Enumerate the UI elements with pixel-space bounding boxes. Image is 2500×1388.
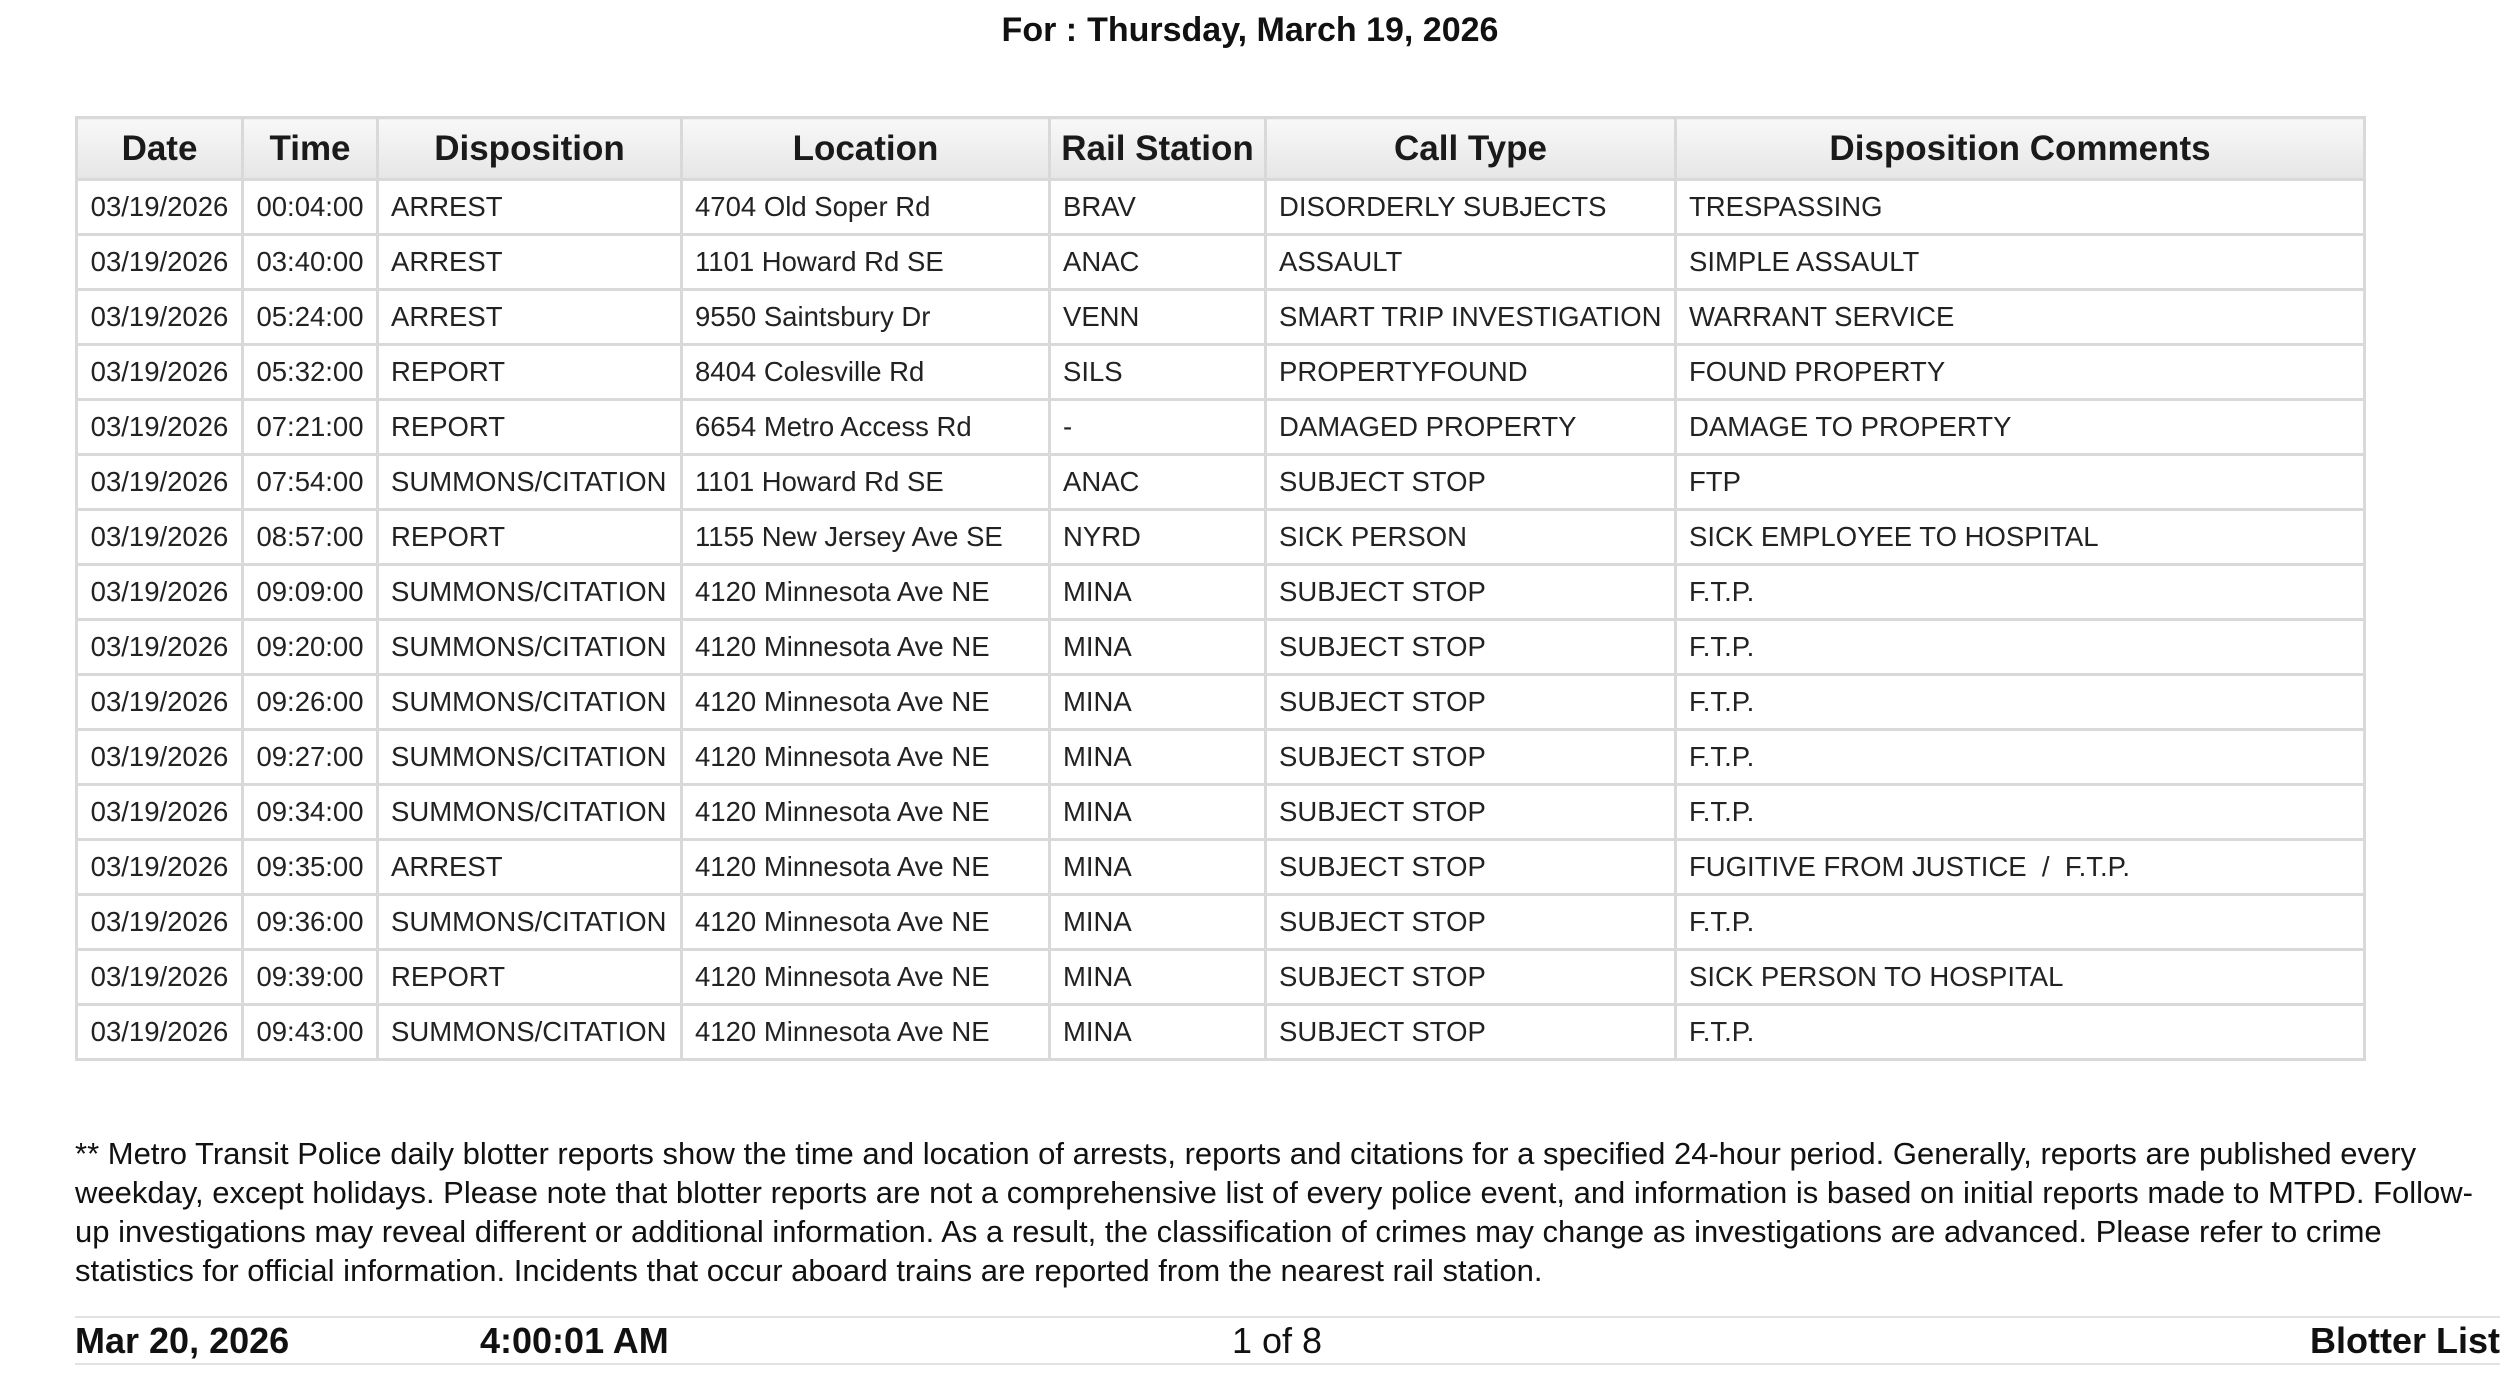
cell-location: 4120 Minnesota Ave NE xyxy=(682,895,1050,950)
cell-disposition-comments: SICK PERSON TO HOSPITAL xyxy=(1676,950,2365,1005)
cell-call-type: SUBJECT STOP xyxy=(1266,620,1676,675)
cell-disposition: SUMMONS/CITATION xyxy=(378,730,682,785)
cell-rail-station: MINA xyxy=(1050,620,1266,675)
cell-time: 07:54:00 xyxy=(243,455,378,510)
cell-call-type: SUBJECT STOP xyxy=(1266,730,1676,785)
cell-time: 05:24:00 xyxy=(243,290,378,345)
cell-disposition-comments: SIMPLE ASSAULT xyxy=(1676,235,2365,290)
cell-rail-station: MINA xyxy=(1050,1005,1266,1060)
cell-location: 4120 Minnesota Ave NE xyxy=(682,565,1050,620)
report-header-prefix: For : xyxy=(1001,11,1078,49)
table-row xyxy=(77,950,2365,1005)
report-title: Blotter List xyxy=(2309,1320,2500,1361)
cell-location: 8404 Colesville Rd xyxy=(682,345,1050,400)
cell-date: 03/19/2026 xyxy=(77,400,243,455)
table-row xyxy=(77,510,2365,565)
cell-disposition: ARREST xyxy=(378,290,682,345)
cell-disposition-comments: F.T.P. xyxy=(1676,730,2365,785)
cell-location: 4120 Minnesota Ave NE xyxy=(682,950,1050,1005)
cell-location: 1101 Howard Rd SE xyxy=(682,235,1050,290)
cell-disposition-comments: F.T.P. xyxy=(1676,785,2365,840)
cell-disposition: SUMMONS/CITATION xyxy=(378,455,682,510)
cell-disposition-comments: DAMAGE TO PROPERTY xyxy=(1676,400,2365,455)
cell-rail-station: ANAC xyxy=(1050,455,1266,510)
cell-time: 03:40:00 xyxy=(243,235,378,290)
cell-location: 4120 Minnesota Ave NE xyxy=(682,675,1050,730)
cell-date: 03/19/2026 xyxy=(77,510,243,565)
cell-disposition: REPORT xyxy=(378,345,682,400)
cell-rail-station: MINA xyxy=(1050,675,1266,730)
column-header-disposition-comments: Disposition Comments xyxy=(1676,118,2365,180)
cell-date: 03/19/2026 xyxy=(77,455,243,510)
cell-location: 4120 Minnesota Ave NE xyxy=(682,1005,1050,1060)
footer-print-date: Mar 20, 2026 xyxy=(75,1320,290,1361)
cell-time: 09:35:00 xyxy=(243,840,378,895)
blotter-table xyxy=(75,116,2366,1061)
cell-location: 1101 Howard Rd SE xyxy=(682,455,1050,510)
cell-disposition-comments: SICK EMPLOYEE TO HOSPITAL xyxy=(1676,510,2365,565)
cell-call-type: DAMAGED PROPERTY xyxy=(1266,400,1676,455)
cell-date: 03/19/2026 xyxy=(77,785,243,840)
cell-disposition-comments: TRESPASSING xyxy=(1676,180,2365,235)
cell-disposition-comments: F.T.P. xyxy=(1676,565,2365,620)
cell-date: 03/19/2026 xyxy=(77,345,243,400)
cell-time: 09:36:00 xyxy=(243,895,378,950)
page-footer xyxy=(75,1316,2500,1365)
cell-call-type: SICK PERSON xyxy=(1266,510,1676,565)
cell-disposition: ARREST xyxy=(378,235,682,290)
cell-disposition-comments: FOUND PROPERTY xyxy=(1676,345,2365,400)
cell-disposition: SUMMONS/CITATION xyxy=(378,1005,682,1060)
column-header-call-type: Call Type xyxy=(1266,118,1676,180)
cell-date: 03/19/2026 xyxy=(77,840,243,895)
report-date: Thursday, March 19, 2026 xyxy=(1087,11,1499,49)
table-row xyxy=(77,290,2365,345)
cell-date: 03/19/2026 xyxy=(77,235,243,290)
cell-disposition-comments: WARRANT SERVICE xyxy=(1676,290,2365,345)
cell-call-type: ASSAULT xyxy=(1266,235,1676,290)
cell-time: 08:57:00 xyxy=(243,510,378,565)
cell-rail-station: MINA xyxy=(1050,840,1266,895)
cell-time: 09:09:00 xyxy=(243,565,378,620)
table-header-row xyxy=(77,118,2365,180)
cell-disposition: REPORT xyxy=(378,400,682,455)
cell-time: 09:39:00 xyxy=(243,950,378,1005)
cell-date: 03/19/2026 xyxy=(77,1005,243,1060)
cell-date: 03/19/2026 xyxy=(77,180,243,235)
table-row xyxy=(77,675,2365,730)
cell-disposition-comments: F.T.P. xyxy=(1676,620,2365,675)
table-row xyxy=(77,895,2365,950)
cell-date: 03/19/2026 xyxy=(77,290,243,345)
cell-disposition: SUMMONS/CITATION xyxy=(378,620,682,675)
cell-disposition: SUMMONS/CITATION xyxy=(378,895,682,950)
table-row xyxy=(77,345,2365,400)
table-body xyxy=(77,180,2365,1060)
cell-rail-station: VENN xyxy=(1050,290,1266,345)
cell-disposition-comments: F.T.P. xyxy=(1676,895,2365,950)
cell-date: 03/19/2026 xyxy=(77,565,243,620)
cell-date: 03/19/2026 xyxy=(77,675,243,730)
cell-time: 09:26:00 xyxy=(243,675,378,730)
disclaimer-footnote: ** Metro Transit Police daily blotter reports show the time and location of arrests, reports and citations for a specified 24-hour period. Generally, reports are published every weekday, except holidays. Please note that blotter reports are not a comprehensive list of every police event, and information is based on initial reports made to MTPD. Follow-up investigations may reveal different or additional information. As a result, the classification of crimes may change as investigations are advanced. Please refer to crime statistics for official information. Incidents that occur aboard trains are reported from the nearest rail station. xyxy=(75,1136,2473,1288)
table-row xyxy=(77,400,2365,455)
table-row xyxy=(77,455,2365,510)
cell-disposition-comments: F.T.P. xyxy=(1676,675,2365,730)
cell-location: 4120 Minnesota Ave NE xyxy=(682,840,1050,895)
cell-location: 1155 New Jersey Ave SE xyxy=(682,510,1050,565)
table-row xyxy=(77,840,2365,895)
cell-time: 09:43:00 xyxy=(243,1005,378,1060)
cell-call-type: DISORDERLY SUBJECTS xyxy=(1266,180,1676,235)
cell-date: 03/19/2026 xyxy=(77,895,243,950)
cell-disposition: SUMMONS/CITATION xyxy=(378,785,682,840)
column-header-disposition: Disposition xyxy=(378,118,682,180)
cell-rail-station: MINA xyxy=(1050,950,1266,1005)
cell-call-type: SUBJECT STOP xyxy=(1266,675,1676,730)
table-row xyxy=(77,785,2365,840)
cell-rail-station: NYRD xyxy=(1050,510,1266,565)
table-row xyxy=(77,1005,2365,1060)
column-header-rail-station: Rail Station xyxy=(1050,118,1266,180)
cell-call-type: SUBJECT STOP xyxy=(1266,950,1676,1005)
cell-location: 4120 Minnesota Ave NE xyxy=(682,785,1050,840)
cell-rail-station: ANAC xyxy=(1050,235,1266,290)
cell-call-type: PROPERTYFOUND xyxy=(1266,345,1676,400)
cell-disposition-comments: F.T.P. xyxy=(1676,1005,2365,1060)
cell-disposition: REPORT xyxy=(378,510,682,565)
cell-location: 9550 Saintsbury Dr xyxy=(682,290,1050,345)
table-row xyxy=(77,565,2365,620)
cell-call-type: SUBJECT STOP xyxy=(1266,840,1676,895)
cell-date: 03/19/2026 xyxy=(77,620,243,675)
cell-call-type: SUBJECT STOP xyxy=(1266,895,1676,950)
cell-time: 07:21:00 xyxy=(243,400,378,455)
cell-disposition-comments: FUGITIVE FROM JUSTICE / F.T.P. xyxy=(1676,840,2365,895)
column-header-location: Location xyxy=(682,118,1050,180)
report-header xyxy=(0,8,2500,52)
cell-rail-station: MINA xyxy=(1050,895,1266,950)
cell-disposition: SUMMONS/CITATION xyxy=(378,675,682,730)
cell-time: 05:32:00 xyxy=(243,345,378,400)
cell-rail-station: SILS xyxy=(1050,345,1266,400)
cell-disposition: SUMMONS/CITATION xyxy=(378,565,682,620)
table-row xyxy=(77,730,2365,785)
cell-call-type: SUBJECT STOP xyxy=(1266,1005,1676,1060)
cell-disposition: ARREST xyxy=(378,180,682,235)
cell-disposition: ARREST xyxy=(378,840,682,895)
cell-date: 03/19/2026 xyxy=(77,730,243,785)
cell-time: 09:27:00 xyxy=(243,730,378,785)
table-row xyxy=(77,620,2365,675)
cell-disposition-comments: FTP xyxy=(1676,455,2365,510)
cell-rail-station: MINA xyxy=(1050,565,1266,620)
cell-time: 09:20:00 xyxy=(243,620,378,675)
cell-time: 00:04:00 xyxy=(243,180,378,235)
cell-location: 6654 Metro Access Rd xyxy=(682,400,1050,455)
cell-call-type: SMART TRIP INVESTIGATION xyxy=(1266,290,1676,345)
cell-rail-station: MINA xyxy=(1050,730,1266,785)
table-row xyxy=(77,180,2365,235)
column-header-date: Date xyxy=(77,118,243,180)
cell-rail-station: BRAV xyxy=(1050,180,1266,235)
cell-date: 03/19/2026 xyxy=(77,950,243,1005)
page-indicator: 1 of 8 xyxy=(1232,1320,1323,1361)
table-row xyxy=(77,235,2365,290)
cell-location: 4120 Minnesota Ave NE xyxy=(682,620,1050,675)
cell-call-type: SUBJECT STOP xyxy=(1266,455,1676,510)
footer-print-time: 4:00:01 AM xyxy=(480,1320,669,1361)
cell-rail-station: MINA xyxy=(1050,785,1266,840)
cell-rail-station: - xyxy=(1050,400,1266,455)
cell-call-type: SUBJECT STOP xyxy=(1266,565,1676,620)
cell-call-type: SUBJECT STOP xyxy=(1266,785,1676,840)
column-header-time: Time xyxy=(243,118,378,180)
cell-location: 4120 Minnesota Ave NE xyxy=(682,730,1050,785)
cell-disposition: REPORT xyxy=(378,950,682,1005)
cell-time: 09:34:00 xyxy=(243,785,378,840)
cell-location: 4704 Old Soper Rd xyxy=(682,180,1050,235)
